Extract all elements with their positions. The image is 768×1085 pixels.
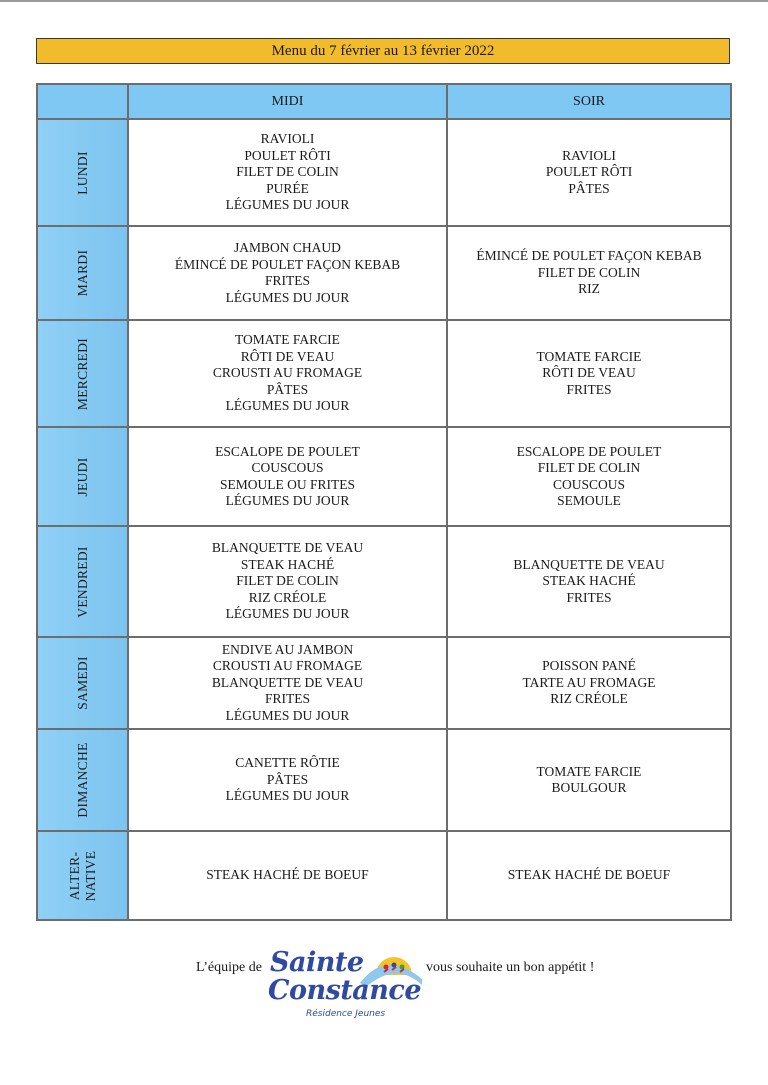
meal-item: RIZ CRÉOLE <box>248 589 327 605</box>
day-cell <box>37 226 128 320</box>
midi-meal-cell <box>128 831 447 920</box>
meal-item: ÉMINCÉ DE POULET FAÇON KEBAB <box>174 256 401 272</box>
meal-item: LÉGUMES DU JOUR <box>225 707 350 723</box>
meal-item: RÔTI DE VEAU <box>240 348 335 364</box>
soir-meal-cell <box>447 831 731 920</box>
day-label: ALTER- NATIVE <box>66 850 98 901</box>
day-label: DIMANCHE <box>74 742 90 818</box>
meal-item: RIZ CRÉOLE <box>550 691 628 707</box>
meal-item: RAVIOLI <box>260 131 315 147</box>
soir-meal-cell <box>447 637 731 729</box>
meal-item: TOMATE FARCIE <box>536 763 642 779</box>
meal-item: LÉGUMES DU JOUR <box>225 289 350 305</box>
meal-item: STEAK HACHÉ DE BOEUF <box>206 867 369 883</box>
footer <box>0 945 768 1035</box>
meal-item: CROUSTI AU FROMAGE <box>212 365 363 381</box>
meal-item: LÉGUMES DU JOUR <box>225 606 350 622</box>
midi-meal-cell <box>128 526 447 637</box>
day-cell <box>37 831 128 920</box>
midi-meal-cell <box>128 427 447 526</box>
day-row <box>37 831 731 920</box>
day-row <box>37 320 731 427</box>
meal-item: LÉGUMES DU JOUR <box>225 398 350 414</box>
meal-item: JAMBON CHAUD <box>234 240 341 255</box>
meal-item: BLANQUETTE DE VEAU <box>211 540 364 556</box>
soir-meal-cell <box>447 320 731 427</box>
meal-item: FRITES <box>566 589 612 605</box>
day-row <box>37 729 731 831</box>
meal-item: COUSCOUS <box>251 460 324 475</box>
meal-item: FILET DE COLIN <box>236 573 339 589</box>
menu-body <box>37 119 731 920</box>
sainte-constance-logo <box>266 945 426 1031</box>
soir-meal-cell <box>447 119 731 226</box>
logo-text-sainte: Sainte <box>270 947 364 978</box>
logo-text-constance: Constance <box>268 975 422 1006</box>
menu-title: Menu du 7 février au 13 février 2022 <box>36 38 730 64</box>
meal-item: PÂTES <box>266 381 309 397</box>
meal-item: COUSCOUS <box>552 476 626 492</box>
day-row <box>37 637 731 729</box>
column-header-midi: MIDI <box>128 84 447 119</box>
soir-meal-cell <box>447 226 731 320</box>
meal-item: FRITES <box>264 691 310 707</box>
meal-item: FRITES <box>566 381 612 397</box>
meal-item: CROUSTI AU FROMAGE <box>212 658 363 674</box>
soir-meal-cell <box>447 729 731 831</box>
day-row <box>37 119 731 226</box>
day-cell <box>37 729 128 831</box>
corner-cell <box>37 84 128 119</box>
midi-meal-cell <box>128 226 447 320</box>
meal-item: FILET DE COLIN <box>537 460 641 475</box>
soir-meal-cell <box>447 526 731 637</box>
meal-item: ESCALOPE DE POULET <box>215 443 360 459</box>
day-label: VENDREDI <box>74 545 90 618</box>
meal-item: FILET DE COLIN <box>537 264 641 280</box>
day-cell <box>37 427 128 526</box>
meal-item: PÂTES <box>568 180 610 196</box>
day-cell <box>37 119 128 226</box>
header-row <box>37 84 731 119</box>
day-cell <box>37 637 128 729</box>
day-label: LUNDI <box>74 150 90 195</box>
midi-meal-cell <box>128 637 447 729</box>
meal-item: POISSON PANÉ <box>542 658 636 674</box>
day-label: MERCREDI <box>74 337 90 410</box>
meal-item: LÉGUMES DU JOUR <box>225 493 350 508</box>
meal-item: PÂTES <box>266 771 309 787</box>
soir-meal-cell <box>447 427 731 526</box>
meal-item: PURÉE <box>266 180 309 196</box>
meal-item: SEMOULE OU FRITES <box>219 476 355 492</box>
column-header-soir: SOIR <box>447 84 731 119</box>
meal-item: TARTE AU FROMAGE <box>522 674 656 690</box>
day-label: JEUDI <box>74 457 90 496</box>
menu-table <box>36 83 732 921</box>
logo-subtitle: Résidence Jeunes <box>306 1009 386 1019</box>
meal-item: ESCALOPE DE POULET <box>516 443 662 459</box>
footer-text-left: L’équipe de <box>196 960 262 975</box>
day-label: SAMEDI <box>74 656 90 710</box>
meal-item: CANETTE RÔTIE <box>235 755 340 771</box>
meal-item: FRITES <box>264 273 310 288</box>
day-row <box>37 226 731 320</box>
meal-item: ENDIVE AU JAMBON <box>221 641 354 657</box>
meal-item: BLANQUETTE DE VEAU <box>211 674 364 690</box>
footer-text-right: vous souhaite un bon appétit ! <box>426 960 595 975</box>
meal-item: BLANQUETTE DE VEAU <box>513 556 665 572</box>
day-row <box>37 526 731 637</box>
top-border-line <box>0 0 768 2</box>
meal-item: TOMATE FARCIE <box>536 348 642 364</box>
meal-item: TOMATE FARCIE <box>235 332 340 348</box>
meal-item: FILET DE COLIN <box>236 164 339 180</box>
meal-item: SEMOULE <box>557 493 621 508</box>
day-cell <box>37 526 128 637</box>
meal-item: STEAK HACHÉ DE BOEUF <box>507 867 671 883</box>
day-label: MARDI <box>74 249 90 297</box>
meal-item: POULET RÔTI <box>545 164 633 180</box>
day-row <box>37 427 731 526</box>
midi-meal-cell <box>128 729 447 831</box>
meal-item: BOULGOUR <box>551 780 627 795</box>
meal-item: STEAK HACHÉ <box>240 556 335 572</box>
meal-item: POULET RÔTI <box>244 147 331 163</box>
meal-item: STEAK HACHÉ <box>542 573 636 589</box>
meal-item: ÉMINCÉ DE POULET FAÇON KEBAB <box>476 248 702 264</box>
day-cell <box>37 320 128 427</box>
meal-item: LÉGUMES DU JOUR <box>225 788 350 804</box>
midi-meal-cell <box>128 320 447 427</box>
meal-item: LÉGUMES DU JOUR <box>225 197 350 213</box>
midi-meal-cell <box>128 119 447 226</box>
meal-item: RÔTI DE VEAU <box>542 365 636 381</box>
meal-item: RIZ <box>578 281 600 297</box>
meal-item: RAVIOLI <box>562 147 616 163</box>
